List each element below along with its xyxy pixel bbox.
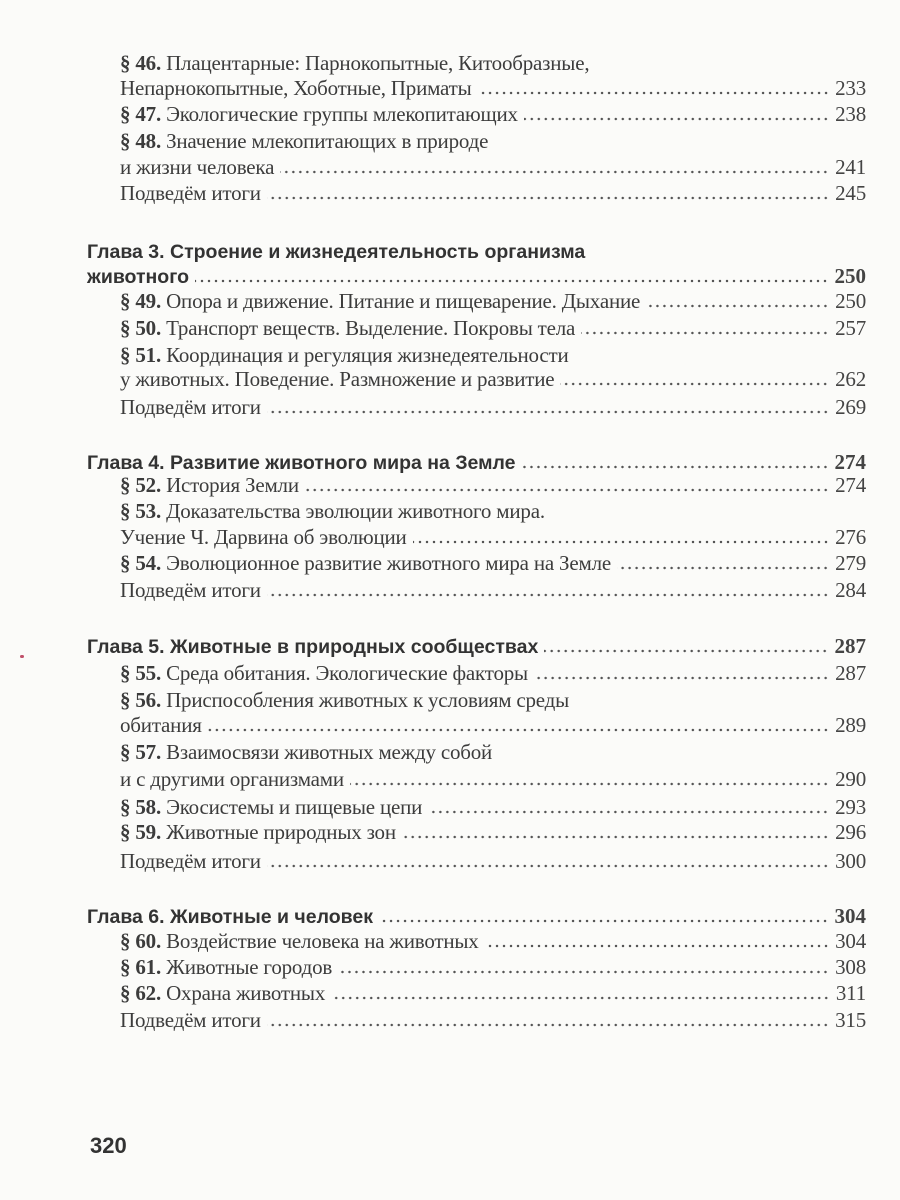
dot-leader <box>195 278 829 284</box>
entry-title-continued: Значение млекопитающих в природе <box>166 129 489 153</box>
toc-entry-line <box>0 1007 866 1033</box>
dot-leader <box>485 943 830 949</box>
section-number: § 48. <box>120 129 162 153</box>
entry-title-continued: Координация и регуляция жизнедеятельности <box>166 343 569 367</box>
section-number: § 54. <box>120 551 162 575</box>
entry-title: Экосистемы и пищевые цепи <box>166 795 423 819</box>
toc-entry-line <box>0 128 866 154</box>
dot-leader <box>305 487 829 493</box>
entry-title: Учение Ч. Дарвина об эволюции <box>120 525 407 549</box>
page-ref: 287 <box>835 661 866 685</box>
page-ref: 304 <box>834 904 866 928</box>
page-ref: 274 <box>835 473 866 497</box>
entry-title: у животных. Поведение. Размножение и развитие <box>120 367 555 391</box>
toc-entry-line <box>0 660 866 686</box>
toc-entry-line <box>0 550 866 576</box>
entry-title: Непарнокопытные, Хоботные, Приматы <box>120 76 472 100</box>
section-number: § 57. <box>120 740 162 764</box>
section-number: § 60. <box>120 929 162 953</box>
toc-entry-line <box>0 794 866 820</box>
dot-leader <box>267 195 829 201</box>
toc-entry-line <box>0 819 866 845</box>
dot-leader <box>413 539 830 545</box>
page-ref: 262 <box>835 367 866 391</box>
entry-title: и жизни человека <box>120 155 275 179</box>
toc-entry-line <box>0 954 866 980</box>
dot-leader <box>267 409 829 415</box>
toc-entry-line <box>0 50 866 76</box>
dot-leader <box>544 648 828 654</box>
dot-leader <box>267 1022 829 1028</box>
entry-title-continued: Приспособления животных к условиям среды <box>166 688 570 712</box>
toc-entry-line <box>0 766 866 792</box>
toc-entry-line <box>0 928 866 954</box>
toc-entry-line <box>0 712 866 738</box>
dot-leader <box>428 809 829 815</box>
page-ref: 257 <box>835 316 866 340</box>
page-ref: 311 <box>835 981 866 1005</box>
entry-title-continued: Доказательства эволюции животного мира. <box>166 499 545 523</box>
toc-entry-line <box>0 739 866 765</box>
page-ref: 250 <box>835 289 866 313</box>
entry-title: Опора и движение. Питание и пищеварение. Дыхание <box>166 289 641 313</box>
page-ref: 274 <box>834 450 866 474</box>
entry-title: и с другими организмами <box>120 767 344 791</box>
dot-leader <box>478 90 830 96</box>
toc-entry-line <box>0 687 866 713</box>
entry-title: Подведём итоги <box>120 181 261 205</box>
section-number: § 56. <box>120 688 162 712</box>
toc-entry-line <box>0 101 866 127</box>
entry-title: Глава 4. Развитие животного мира на Земле <box>87 452 516 474</box>
page-ref: 296 <box>835 820 866 844</box>
section-number: § 52. <box>120 473 162 497</box>
dot-leader <box>331 995 830 1001</box>
toc-entry-line <box>0 524 866 550</box>
page-ref: 250 <box>834 264 866 288</box>
entry-title-continued: Глава 3. Строение и жизнедеятельность организма <box>87 241 586 263</box>
section-number: § 50. <box>120 316 162 340</box>
page-ref: 269 <box>835 395 866 419</box>
page-ref: 315 <box>835 1008 866 1032</box>
dot-leader <box>534 675 829 681</box>
toc-entry-line <box>0 472 866 498</box>
toc-chapter-line <box>0 903 866 929</box>
dot-leader <box>524 116 829 122</box>
dot-leader <box>338 969 829 975</box>
entry-title: Подведём итоги <box>120 578 261 602</box>
entry-title: Животные природных зон <box>166 820 396 844</box>
entry-title: Охрана животных <box>166 981 326 1005</box>
page-ref: 308 <box>835 955 866 979</box>
section-number: § 55. <box>120 661 162 685</box>
entry-title: Среда обитания. Экологические факторы <box>166 661 528 685</box>
entry-title: Подведём итоги <box>120 1008 261 1032</box>
entry-title: животного <box>87 266 189 288</box>
section-number: § 47. <box>120 102 162 126</box>
dot-leader <box>280 169 829 175</box>
toc-entry-line <box>0 498 866 524</box>
toc-entry-line <box>0 366 866 392</box>
toc-chapter-line <box>0 633 866 659</box>
page-ref: 293 <box>835 795 866 819</box>
entry-title: обитания <box>120 713 202 737</box>
entry-title: Транспорт веществ. Выделение. Покровы тела <box>166 316 576 340</box>
entry-title: Животные городов <box>166 955 333 979</box>
page-ref: 279 <box>835 551 866 575</box>
ink-speck <box>20 655 24 658</box>
page-ref: 300 <box>835 849 866 873</box>
toc-entry-line <box>0 848 866 874</box>
page-ref: 284 <box>835 578 866 602</box>
dot-leader <box>522 464 829 470</box>
entry-title: Глава 5. Животные в природных сообществах <box>87 636 539 658</box>
toc-chapter-line <box>0 238 866 264</box>
section-number: § 51. <box>120 343 162 367</box>
section-number: § 58. <box>120 795 162 819</box>
page-ref: 287 <box>834 634 866 658</box>
section-number: § 53. <box>120 499 162 523</box>
toc-entry-line <box>0 288 866 314</box>
page-ref: 245 <box>835 181 866 205</box>
toc-chapter-line <box>0 263 866 289</box>
dot-leader <box>379 918 829 924</box>
section-number: § 49. <box>120 289 162 313</box>
page-ref: 238 <box>835 102 866 126</box>
toc-entry-line <box>0 980 866 1006</box>
section-number: § 61. <box>120 955 162 979</box>
toc-entry-line <box>0 577 866 603</box>
entry-title: Эволюционное развитие животного мира на Земле <box>166 551 611 575</box>
entry-title: Подведём итоги <box>120 395 261 419</box>
dot-leader <box>208 727 829 733</box>
section-number: § 62. <box>120 981 162 1005</box>
entry-title-continued: Взаимосвязи животных между собой <box>166 740 493 764</box>
toc-entry-line <box>0 154 866 180</box>
toc-entry-line <box>0 394 866 420</box>
page-ref: 289 <box>835 713 866 737</box>
section-number: § 46. <box>120 51 162 75</box>
dot-leader <box>267 592 829 598</box>
toc-entry-line <box>0 75 866 101</box>
entry-title-continued: Плацентарные: Парнокопытные, Китообразные, <box>166 51 590 75</box>
dot-leader <box>267 863 829 869</box>
toc-entry-line <box>0 342 866 368</box>
page-ref: 241 <box>835 155 866 179</box>
dot-leader <box>402 834 829 840</box>
entry-title: Воздействие человека на животных <box>166 929 479 953</box>
toc-entry-line <box>0 315 866 341</box>
page-ref: 233 <box>835 76 866 100</box>
page-ref: 290 <box>835 767 866 791</box>
dot-leader <box>581 330 829 336</box>
page-ref: 276 <box>835 525 866 549</box>
dot-leader <box>350 781 829 787</box>
dot-leader <box>560 381 829 387</box>
toc-entry-line <box>0 180 866 206</box>
dot-leader <box>617 565 829 571</box>
page-ref: 304 <box>835 929 866 953</box>
entry-title: История Земли <box>166 473 299 497</box>
entry-title: Экологические группы млекопитающих <box>166 102 518 126</box>
section-number: § 59. <box>120 820 162 844</box>
entry-title: Подведём итоги <box>120 849 261 873</box>
page-number: 320 <box>90 1133 127 1158</box>
entry-title: Глава 6. Животные и человек <box>87 906 373 928</box>
dot-leader <box>646 303 829 309</box>
